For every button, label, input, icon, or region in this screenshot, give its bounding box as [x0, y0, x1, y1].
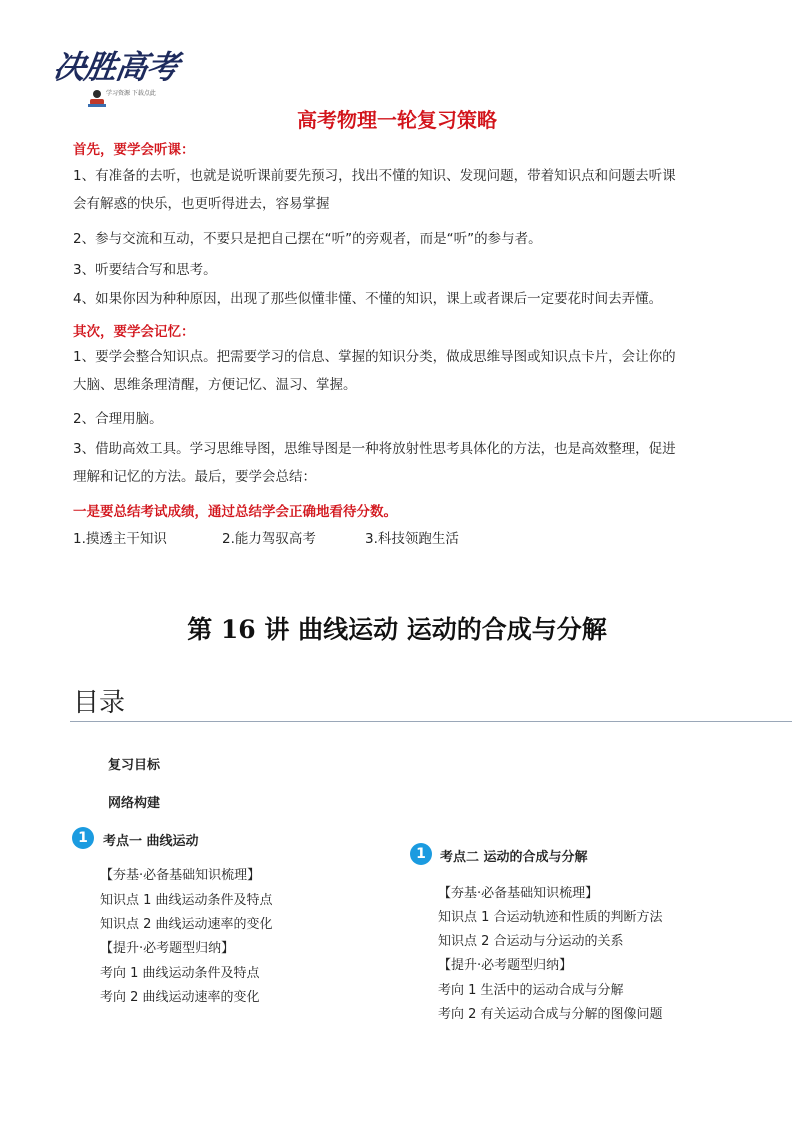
toc-item[interactable]: 知识点 2 合运动与分运动的关系	[438, 934, 624, 949]
section-heading-memory: 其次，要学会记忆：	[73, 324, 195, 340]
logo-subtext: 学习资源 下载点此	[106, 90, 156, 97]
paragraph: 3、听要结合写和思考。	[73, 262, 217, 278]
toc-item[interactable]: 知识点 2 曲线运动速率的变化	[100, 917, 273, 932]
paragraph	[73, 435, 733, 491]
toc-divider	[70, 721, 792, 722]
paragraph	[73, 162, 733, 218]
summary-item: 1.摸透主干知识	[73, 531, 167, 547]
paragraph-line: 1、有准备的去听，也就是说听课前要先预习，找出不懂的知识、发现问题，带着知识点和问题去听课	[73, 168, 676, 184]
toc-title: 目录	[73, 688, 126, 718]
main-title: 高考物理一轮复习策略	[297, 108, 497, 132]
toc-item[interactable]: 【夯基·必备基础知识梳理】	[438, 886, 599, 901]
paragraph-line: 3、借助高效工具。学习思维导图，思维导图是一种将放射性思考具体化的方法，也是高效整理，促进	[73, 441, 676, 457]
toc-item[interactable]: 知识点 1 合运动轨迹和性质的判断方法	[438, 910, 663, 925]
paragraph: 2、参与交流和互动，不要只是把自己摆在“听”的旁观者，而是“听”的参与者。	[73, 231, 542, 247]
paragraph-line: 会有解惑的快乐，也更听得进去，容易掌握	[73, 196, 330, 212]
logo-text: 决胜高考	[51, 48, 181, 86]
toc-topic-two[interactable]: 考点二 运动的合成与分解	[440, 850, 588, 865]
toc-item[interactable]: 【夯基·必备基础知识梳理】	[100, 868, 261, 883]
toc-item[interactable]: 考向 1 生活中的运动合成与分解	[438, 983, 624, 998]
toc-item[interactable]: 考向 2 有关运动合成与分解的图像问题	[438, 1007, 663, 1022]
paragraph: 2、合理用脑。	[73, 411, 163, 427]
paragraph: 4、如果你因为种种原因，出现了那些似懂非懂、不懂的知识，课上或者课后一定要花时间去弄懂。	[73, 291, 663, 307]
summary-item: 3.科技领跑生活	[365, 531, 459, 547]
lecture-title: 第 16 讲 曲线运动 运动的合成与分解	[187, 615, 607, 644]
toc-item[interactable]: 知识点 1 曲线运动条件及特点	[100, 893, 273, 908]
toc-item[interactable]: 考向 1 曲线运动条件及特点	[100, 966, 260, 981]
toc-review-goals[interactable]: 复习目标	[108, 758, 161, 773]
paragraph	[73, 343, 733, 399]
toc-item[interactable]: 考向 2 曲线运动速率的变化	[100, 990, 260, 1005]
number-badge: 1	[410, 843, 432, 865]
toc-item[interactable]: 【提升·必考题型归纳】	[100, 941, 235, 956]
toc-item[interactable]: 【提升·必考题型归纳】	[438, 958, 573, 973]
summary-item: 2.能力驾驭高考	[222, 531, 316, 547]
summary-red-text: 一是要总结考试成绩，通过总结学会正确地看待分数。	[73, 504, 397, 520]
paragraph-line: 大脑、思维条理清醒，方便记忆、温习、掌握。	[73, 377, 357, 393]
toc-topic-one[interactable]: 考点一 曲线运动	[103, 834, 199, 849]
paragraph-line: 理解和记忆的方法。最后，要学会总结：	[73, 469, 316, 485]
number-badge: 1	[72, 827, 94, 849]
toc-network[interactable]: 网络构建	[108, 796, 161, 811]
paragraph-line: 1、要学会整合知识点。把需要学习的信息、掌握的知识分类，做成思维导图或知识点卡片，会让你的	[73, 349, 676, 365]
section-heading-listening: 首先，要学会听课：	[73, 142, 195, 158]
